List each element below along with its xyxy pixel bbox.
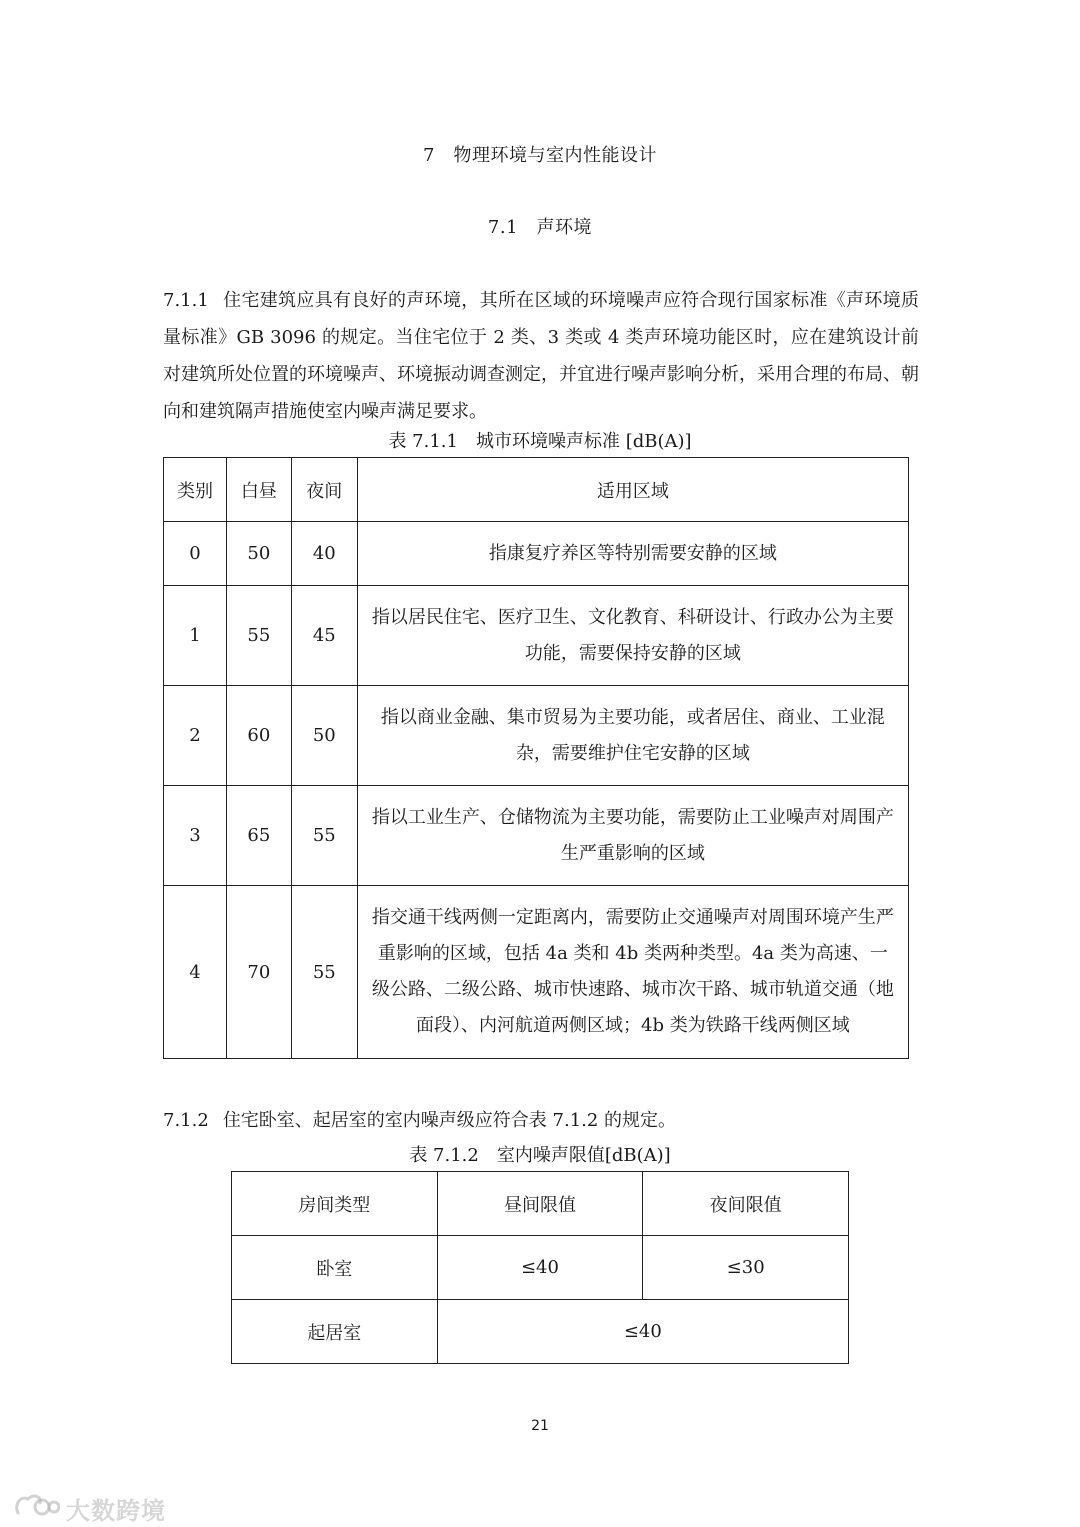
cell-day: 50 <box>226 522 291 586</box>
cell-day: 70 <box>226 886 291 1059</box>
indoor-noise-limit-table <box>231 1171 849 1364</box>
cell-night: 45 <box>291 586 357 686</box>
cell-category: 2 <box>164 686 227 786</box>
table-7-1-1-caption: 表 7.1.1 城市环境噪声标准 [dB(A)] <box>388 431 692 452</box>
header-room-type: 房间类型 <box>232 1172 438 1236</box>
section-title: 7.1 声环境 <box>487 217 593 238</box>
urban-noise-standard-table <box>163 457 909 1059</box>
header-day: 白昼 <box>226 458 291 522</box>
cell-area: 指以工业生产、仓储物流为主要功能，需要防止工业噪声对周围产生严重影响的区域 <box>357 786 908 886</box>
clause-number: 7.1.1 <box>163 290 209 311</box>
table-7-1-2-caption: 表 7.1.2 室内噪声限值[dB(A)] <box>409 1145 671 1166</box>
cell-night-limit: ≤30 <box>643 1236 849 1300</box>
cell-night: 50 <box>291 686 357 786</box>
cell-room: 起居室 <box>232 1300 438 1364</box>
cell-category: 4 <box>164 886 227 1059</box>
cell-night: 40 <box>291 522 357 586</box>
cell-limit-merged: ≤40 <box>437 1300 848 1364</box>
table-row <box>164 586 909 686</box>
header-night-limit: 夜间限值 <box>643 1172 849 1236</box>
cell-area: 指以商业金融、集市贸易为主要功能，或者居住、商业、工业混杂，需要维护住宅安静的区域 <box>357 686 908 786</box>
table-row <box>232 1236 849 1300</box>
cell-day-limit: ≤40 <box>437 1236 643 1300</box>
header-category: 类别 <box>164 458 227 522</box>
clause-number: 7.1.2 <box>163 1110 209 1131</box>
cell-area: 指以居民住宅、医疗卫生、文化教育、科研设计、行政办公为主要功能，需要保持安静的区域 <box>357 586 908 686</box>
watermark-text: 大数跨境 <box>66 1496 166 1525</box>
cell-category: 1 <box>164 586 227 686</box>
watermark <box>12 1490 166 1526</box>
cell-day: 65 <box>226 786 291 886</box>
table-row <box>164 786 909 886</box>
table-row <box>232 1300 849 1364</box>
chapter-title: 7 物理环境与室内性能设计 <box>423 145 657 166</box>
clause-text: 住宅建筑应具有良好的声环境，其所在区域的环境噪声应符合现行国家标准《声环境质量标准》GB 3096 的规定。当住宅位于 2 类、3 类或 4 类声环境功能区时，应在建筑设计前对建筑所处位置的环境噪声、环境振动调查测定，并宜进行噪声影响分析，采用合理的布局、朝向和建筑隔声措施使室内噪声满足要求。 <box>163 290 919 422</box>
page-number: 21 <box>531 1418 549 1434</box>
cell-category: 0 <box>164 522 227 586</box>
table-row <box>164 522 909 586</box>
brand-logo-icon <box>12 1491 60 1525</box>
header-night: 夜间 <box>291 458 357 522</box>
cell-day: 55 <box>226 586 291 686</box>
cell-category: 3 <box>164 786 227 886</box>
clause-7-1-2 <box>163 1102 919 1139</box>
header-day-limit: 昼间限值 <box>437 1172 643 1236</box>
cell-area: 指康复疗养区等特别需要安静的区域 <box>357 522 908 586</box>
header-area: 适用区域 <box>357 458 908 522</box>
cell-night: 55 <box>291 786 357 886</box>
table-row <box>164 886 909 1059</box>
table-header-row <box>164 458 909 522</box>
clause-text: 住宅卧室、起居室的室内噪声级应符合表 7.1.2 的规定。 <box>222 1110 677 1131</box>
table-row <box>164 686 909 786</box>
cell-room: 卧室 <box>232 1236 438 1300</box>
cell-night: 55 <box>291 886 357 1059</box>
clause-7-1-1 <box>163 282 919 430</box>
cell-area: 指交通干线两侧一定距离内，需要防止交通噪声对周围环境产生严重影响的区域，包括 4a 类和 4b 类两种类型。4a 类为高速、一级公路、二级公路、城市快速路、城市次干路、城市轨道交通（地面段）、内河航道两侧区域；4b 类为铁路干线两侧区域 <box>357 886 908 1059</box>
cell-day: 60 <box>226 686 291 786</box>
table-header-row <box>232 1172 849 1236</box>
